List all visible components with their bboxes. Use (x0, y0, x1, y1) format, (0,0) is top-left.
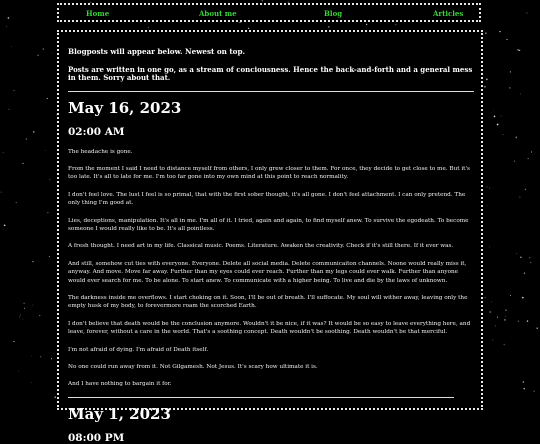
post-paragraph: And I have nothing to bargain it for. (68, 381, 172, 388)
star (520, 94, 521, 95)
star (503, 134, 504, 135)
star (489, 247, 490, 248)
star (527, 320, 528, 321)
post-date: May 1, 2023 (68, 404, 171, 423)
top-navigation (57, 3, 481, 22)
blog-post (68, 100, 474, 389)
intro-heading: Blogposts will appear below. Newest on top. (68, 47, 245, 56)
star (489, 311, 491, 313)
post-date: May 16, 2023 (68, 98, 182, 117)
star (1, 192, 2, 193)
star (395, 24, 397, 26)
star (4, 224, 6, 226)
star (505, 309, 507, 311)
star (40, 356, 41, 357)
star (31, 356, 32, 357)
star (13, 90, 14, 91)
star (536, 327, 537, 328)
blog-content-panel[interactable] (57, 30, 483, 444)
star (20, 315, 21, 316)
star (54, 396, 56, 398)
star (525, 189, 527, 191)
star (524, 273, 525, 274)
star (485, 297, 486, 298)
star (530, 262, 531, 263)
star (505, 316, 506, 317)
star (24, 308, 25, 309)
star (9, 109, 10, 110)
star (22, 163, 23, 164)
star (531, 152, 532, 153)
star (11, 46, 12, 47)
star (494, 116, 496, 118)
star (517, 49, 518, 50)
post-time: 08:00 PM (68, 431, 125, 444)
star (47, 98, 48, 99)
star (515, 137, 517, 139)
star (487, 205, 488, 206)
star (489, 188, 490, 189)
star (51, 358, 52, 359)
star (23, 302, 25, 304)
star (33, 131, 34, 132)
post-paragraph: The darkness inside me overflows. I start choking on it. Soon, I'll be out of breath. I'll suffocate. My soul will wither away, leaving only the empty husk of my body, to forevermore roam the scorched Earth. (68, 294, 468, 310)
star (39, 315, 40, 316)
star (32, 261, 33, 262)
post-paragraph: Lies, deceptions, manipulation. It's all in me. I'm all of it. I tried, again and again, to find myself anew. To survive the egodeath. To become someone I would really like to be. It's all pointless. (68, 217, 469, 232)
star (497, 317, 498, 318)
star (514, 160, 515, 161)
star (495, 325, 496, 326)
divider (68, 397, 454, 398)
star (45, 150, 46, 151)
star (501, 115, 502, 116)
nav-blog-link[interactable]: Blog (324, 9, 343, 18)
star (52, 53, 53, 54)
star (497, 124, 499, 126)
star (493, 110, 494, 111)
star (8, 17, 10, 19)
star (16, 202, 17, 203)
star (529, 257, 530, 258)
nav-home-link[interactable]: Home (86, 9, 110, 18)
post-time: 02:00 AM (68, 125, 125, 138)
post-paragraph: I don't feel love. The lust I feel is so primal, that with the first sober thought, it's all gone. I don't feel attachment. I can only pretend. The only thing I'm good at. (68, 191, 466, 207)
star (503, 344, 504, 345)
star (13, 341, 14, 342)
star (524, 388, 525, 389)
star (492, 339, 493, 340)
star (518, 321, 519, 322)
post-paragraph: And still, somehow cut ties with everyone. Everyone. Delete all social media. Delete communicaiton channels. Noone would really miss it, anyway. And move. Move far away. Further than my eyes could ever reach. Further than my legs could ever walk. Further than anyone would ever search for me. To be alone. To start anew. To communicate with a higher being. To live and die by the laws of unknown. (68, 260, 467, 284)
post-paragraph: No one could run away from it. Not Gilgamesh. Not Jesus. It's scary how ultimate it is. (68, 364, 318, 370)
star (49, 256, 50, 257)
star (504, 319, 506, 321)
star (526, 12, 527, 13)
star (510, 71, 511, 72)
post-paragraph: From the moment I said I need to distance myself from others, I only grew closer to them. For once, they decide to get close to me. But it's too late. It's all to late for me. I'm too far gone into my own mind at this point to reach normality. (68, 165, 470, 181)
nav-articles-link[interactable]: Articles (433, 9, 464, 18)
star (484, 86, 486, 88)
star (328, 26, 330, 28)
post-paragraph: I don't believe that death would be the conclusion anymore. Wouldn't it be nice, if it was? It would be so easy to leave everything here, and leave, forever, without a care in the world. That's a soothing concept. Death wouldn't be soothing. Death wouldn't be that merciful. (68, 320, 471, 336)
star (486, 79, 488, 81)
star (506, 39, 507, 40)
post-paragraph: The headache is gone. (68, 148, 133, 155)
divider (68, 91, 474, 92)
star (520, 257, 521, 258)
star (516, 253, 517, 254)
star (366, 24, 367, 25)
star (26, 138, 28, 140)
star (49, 179, 50, 180)
nav-about-link[interactable]: About me (199, 9, 237, 18)
star (38, 55, 39, 56)
star (18, 371, 19, 372)
star (19, 317, 20, 318)
star (491, 301, 492, 302)
blog-content (68, 48, 474, 444)
star (509, 87, 510, 88)
star (43, 49, 44, 50)
post-paragraph: A fresh thought. I need art in my life. Classical music. Poems. Literature. Awaken the creativity. Check if it's still there. If it ever was. (68, 243, 454, 250)
star (3, 152, 4, 153)
star (485, 32, 486, 33)
blog-post (68, 406, 474, 444)
star (31, 382, 32, 383)
star (522, 297, 524, 299)
star (47, 212, 48, 213)
star (528, 158, 529, 159)
star (248, 28, 249, 29)
star (6, 26, 7, 27)
star (523, 381, 525, 383)
star (510, 295, 511, 296)
star (32, 305, 33, 306)
star (148, 27, 149, 28)
star (262, 0, 263, 1)
star (533, 390, 535, 392)
intro-note: Posts are written in one go, as a stream of conciousness. Hence the back-and-forth and a general mess in them. Sorry about that. (68, 64, 473, 82)
star (486, 186, 487, 187)
star (519, 197, 520, 198)
star (499, 31, 500, 32)
post-paragraph: I'm not afraid of dying. I'm afraid of Death itself. (68, 346, 209, 353)
star (519, 50, 520, 51)
star (23, 319, 24, 320)
